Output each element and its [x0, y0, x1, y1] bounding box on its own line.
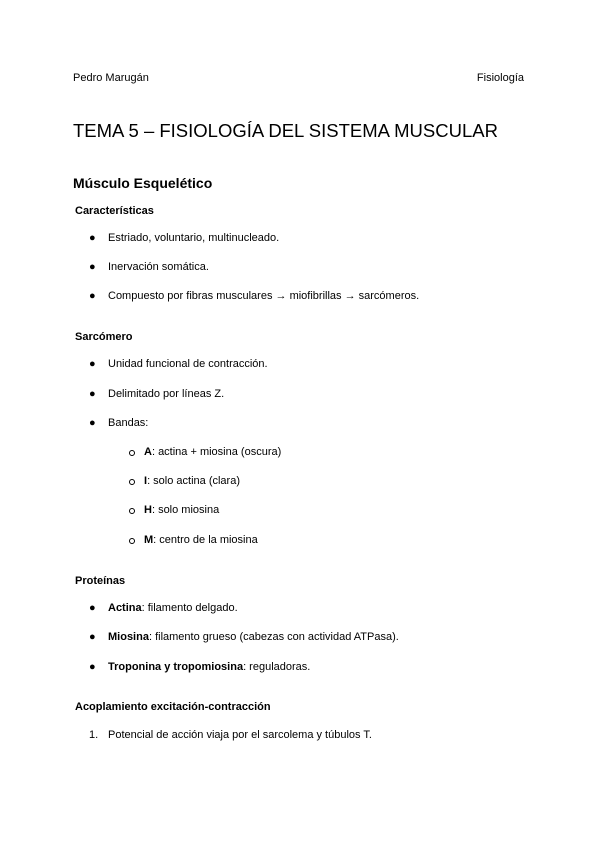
- band-text: : solo actina (clara): [147, 475, 240, 487]
- list-item: [108, 602, 238, 614]
- protein-key: Miosina: [108, 631, 149, 643]
- bullet-icon: ●: [89, 388, 96, 400]
- section-heading: Músculo Esquelético: [73, 175, 213, 191]
- protein-key: Troponina y tropomiosina: [108, 661, 244, 673]
- sublist-item: [144, 446, 281, 458]
- circle-bullet-icon: [129, 508, 135, 514]
- caracteristicas-heading: Características: [75, 205, 154, 217]
- proteinas-heading: Proteínas: [75, 575, 126, 587]
- list-number: 1.: [89, 729, 99, 741]
- bullet-icon: ●: [89, 631, 96, 643]
- sublist-item: [144, 534, 258, 546]
- list-item: Inervación somática.: [108, 261, 209, 273]
- bullet-icon: ●: [89, 261, 96, 273]
- bullet-icon: ●: [89, 602, 96, 614]
- bullet-icon: ●: [89, 358, 96, 370]
- list-item: [108, 661, 310, 673]
- band-key: A: [144, 446, 152, 458]
- protein-key: Actina: [108, 602, 142, 614]
- list-item: Bandas:: [108, 417, 149, 429]
- list-item: Unidad funcional de contracción.: [108, 358, 268, 370]
- circle-bullet-icon: [129, 450, 135, 456]
- protein-text: : filamento grueso (cabezas con actividad ATPasa).: [148, 631, 399, 643]
- protein-text: : reguladoras.: [243, 661, 311, 673]
- band-text: : actina + miosina (oscura): [151, 446, 282, 458]
- header-author: Pedro Marugán: [73, 72, 149, 84]
- list-item: [108, 631, 399, 643]
- band-text: : centro de la miosina: [153, 534, 258, 546]
- circle-bullet-icon: [129, 538, 135, 544]
- band-key: I: [144, 475, 148, 487]
- circle-bullet-icon: [129, 479, 135, 485]
- list-item: Delimitado por líneas Z.: [108, 388, 225, 400]
- sublist-item: [144, 504, 219, 516]
- document-title: TEMA 5 – FISIOLOGÍA DEL SISTEMA MUSCULAR: [73, 120, 498, 141]
- sublist-item: [144, 475, 240, 487]
- acoplamiento-heading: Acoplamiento excitación-contracción: [75, 701, 271, 713]
- band-key: H: [144, 504, 152, 516]
- list-item: Estriado, voluntario, multinucleado.: [108, 232, 280, 244]
- list-item: Potencial de acción viaja por el sarcolema y túbulos T.: [108, 729, 372, 741]
- band-key: M: [144, 534, 154, 546]
- bullet-icon: ●: [89, 661, 96, 673]
- sarcomero-heading: Sarcómero: [75, 331, 133, 343]
- protein-text: : filamento delgado.: [141, 602, 238, 614]
- list-item: Compuesto por fibras musculares → miofibrillas → sarcómeros.: [108, 290, 420, 302]
- band-text: : solo miosina: [151, 504, 220, 516]
- bullet-icon: ●: [89, 232, 96, 244]
- header-subject: Fisiología: [476, 72, 524, 84]
- bullet-icon: ●: [89, 290, 96, 302]
- bullet-icon: ●: [89, 417, 96, 429]
